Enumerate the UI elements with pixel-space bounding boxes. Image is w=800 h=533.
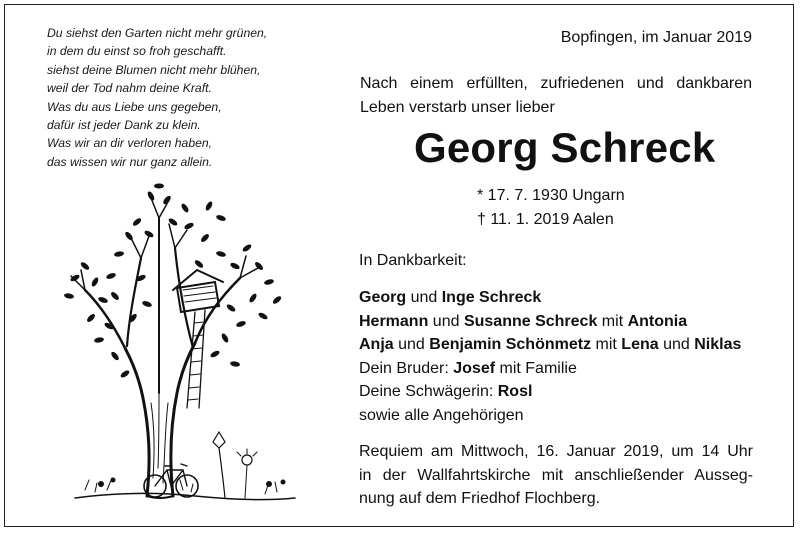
connector-text: und xyxy=(393,336,430,353)
poem-line: Du siehst den Garten nicht mehr grünen, xyxy=(47,26,268,40)
mourner-name: Georg xyxy=(359,289,407,306)
death-date: † 11. 1. 2019 Aalen xyxy=(477,211,614,228)
deceased-name: Georg Schreck xyxy=(414,124,716,171)
poem xyxy=(47,24,327,171)
mourner-name: Niklas xyxy=(694,336,742,353)
requiem-line: nung auf dem Friedhof Flochberg. xyxy=(359,490,601,507)
requiem-line: Requiem am Mittwoch, 16. Januar 2019, um 14 Uhr xyxy=(359,443,753,460)
mourner-name: Susanne Schreck xyxy=(463,312,598,330)
relation-label: Deine Schwägerin: xyxy=(359,383,498,400)
relation-label: Dein Bruder: xyxy=(359,359,454,377)
mourner-name: Anja xyxy=(359,336,394,353)
requiem-info xyxy=(359,440,753,511)
requiem-line: in der Wallfahrtskirche mit anschließender Ausseg- xyxy=(359,466,753,484)
mourner-row xyxy=(359,333,741,357)
mourner-name: Antonia xyxy=(627,312,688,330)
connector-text: und xyxy=(658,336,695,353)
mourner-name: Hermann xyxy=(359,312,429,330)
poem-line: dafür ist jeder Dank zu klein. xyxy=(47,118,201,133)
mourner-name: Rosl xyxy=(497,383,533,400)
place-date: Bopfingen, im Januar 2019 xyxy=(560,29,752,46)
poem-line: siehst deine Blumen nicht mehr blühen, xyxy=(47,62,261,77)
poem-line: das wissen wir nur ganz allein. xyxy=(47,154,213,169)
mourners-list xyxy=(359,286,741,427)
poem-line: weil der Tod nahm deine Kraft. xyxy=(47,81,212,96)
intro-line: Nach einem erfüllten, zufriedenen und dankbaren xyxy=(360,75,752,92)
intro-text xyxy=(360,72,752,120)
mourner-row: sowie alle Angehörigen xyxy=(359,406,524,424)
mourner-row xyxy=(359,357,741,381)
birth-date: * 17. 7. 1930 Ungarn xyxy=(477,187,625,204)
life-dates xyxy=(477,184,625,232)
mourner-name: Josef xyxy=(453,359,496,377)
mourner-row xyxy=(359,286,741,310)
poem-line: Was du aus Liebe uns gegeben, xyxy=(47,99,222,114)
connector-text: mit Familie xyxy=(495,359,577,377)
connector-text: und xyxy=(428,312,464,330)
mourner-row xyxy=(359,310,741,334)
mourner-name: Benjamin Schönmetz xyxy=(429,336,592,353)
connector-text: mit xyxy=(597,312,628,330)
thanks-label: In Dankbarkeit: xyxy=(359,252,467,269)
tree-illustration xyxy=(55,178,300,508)
poem-line: in dem du einst so froh geschafft. xyxy=(47,44,227,59)
mourner-name: Inge Schreck xyxy=(441,289,542,306)
mourner-row xyxy=(359,380,741,404)
connector-text: und xyxy=(406,289,442,306)
poem-line: Was wir an dir verloren haben, xyxy=(47,136,213,151)
mourner-name: Lena xyxy=(621,336,659,353)
connector-text: mit xyxy=(591,336,622,353)
intro-line: Leben verstarb unser lieber xyxy=(360,99,555,116)
